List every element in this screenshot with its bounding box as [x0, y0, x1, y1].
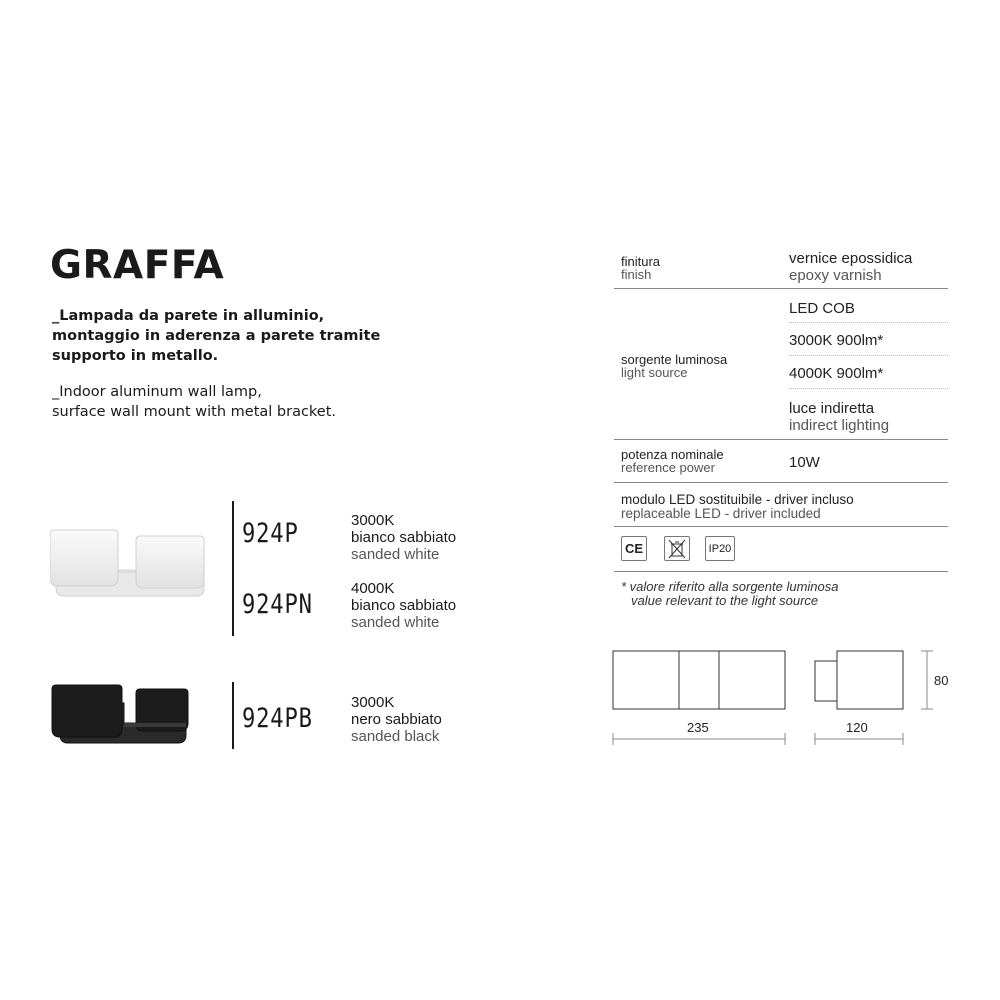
variant-finish-it: bianco sabbiato	[351, 529, 457, 546]
footnote-it: * valore riferito alla sorgente luminosa	[621, 579, 839, 594]
variant-finish-it: bianco sabbiato	[351, 597, 457, 614]
spec-label	[621, 448, 724, 474]
ip20-badge: IP20	[705, 536, 735, 561]
description-it-line: supporto in metallo.	[52, 348, 219, 364]
white-lamp-image	[50, 528, 205, 600]
description-italian	[52, 306, 412, 366]
spec-row-finish	[614, 246, 948, 289]
module-text	[621, 493, 854, 520]
label-en: light source	[621, 365, 688, 380]
label-it: potenza nominale	[621, 447, 724, 462]
label-it: finitura	[621, 254, 661, 269]
variant-details	[351, 580, 456, 631]
label-en: finish	[621, 267, 652, 282]
value-it: vernice epossidica	[789, 250, 913, 267]
dimension-width: 235	[687, 720, 709, 735]
description-en-line: _Indoor aluminum wall lamp,	[52, 384, 262, 400]
spec-row-module	[614, 483, 948, 527]
spec-row-certifications	[614, 527, 948, 572]
footnote	[621, 580, 839, 608]
variant-divider	[232, 682, 234, 749]
value: LED COB	[789, 300, 855, 317]
light-source-item	[789, 322, 948, 356]
description-it-line: montaggio in aderenza a parete tramite	[52, 328, 381, 344]
ce-mark-icon: CE	[621, 536, 647, 561]
dimension-depth: 120	[846, 720, 868, 735]
text-it: modulo LED sostituibile - driver incluso	[621, 492, 854, 507]
description-it-line: _Lampada da parete in alluminio,	[52, 308, 325, 324]
variant-divider	[232, 501, 234, 636]
variant-details	[351, 694, 442, 745]
spec-row-power	[614, 440, 948, 483]
variant-details	[351, 512, 456, 563]
value: 4000K 900lm*	[789, 365, 884, 382]
value-en: indirect lighting	[789, 417, 890, 434]
variant-temp: 3000K	[351, 694, 395, 711]
description-en-line: surface wall mount with metal bracket.	[52, 404, 337, 420]
variant-finish-en: sanded black	[351, 728, 440, 745]
spec-value: 10W	[789, 454, 820, 471]
variant-code: 924PN	[242, 589, 313, 620]
variant-temp: 4000K	[351, 580, 395, 597]
spec-value	[789, 400, 948, 434]
light-source-item	[789, 355, 948, 389]
variant-finish-en: sanded white	[351, 546, 440, 563]
spec-row-light-source	[614, 289, 948, 440]
product-title: GRAFFA	[50, 243, 225, 288]
dimension-height: 80	[934, 673, 949, 688]
footnote-en: value relevant to the light source	[631, 593, 819, 608]
variant-code: 924P	[242, 518, 299, 549]
dimension-drawing	[605, 645, 965, 755]
spec-label	[621, 255, 660, 281]
variant-code: 924PB	[242, 703, 313, 734]
text-en: replaceable LED - driver included	[621, 505, 821, 521]
light-source-item	[789, 289, 948, 323]
description-english	[52, 382, 412, 422]
weee-bin-icon	[664, 536, 690, 561]
label-it: sorgente luminosa	[621, 352, 728, 367]
label-en: reference power	[621, 460, 715, 475]
value-en: epoxy varnish	[789, 267, 882, 284]
variant-finish-it: nero sabbiato	[351, 711, 442, 728]
spec-table	[614, 246, 948, 572]
black-lamp-image	[50, 683, 190, 745]
value: 3000K 900lm*	[789, 332, 884, 349]
variant-temp: 3000K	[351, 512, 395, 529]
value-it: luce indiretta	[789, 400, 875, 417]
variant-finish-en: sanded white	[351, 614, 440, 631]
spec-value	[789, 250, 948, 284]
spec-label	[621, 353, 727, 379]
